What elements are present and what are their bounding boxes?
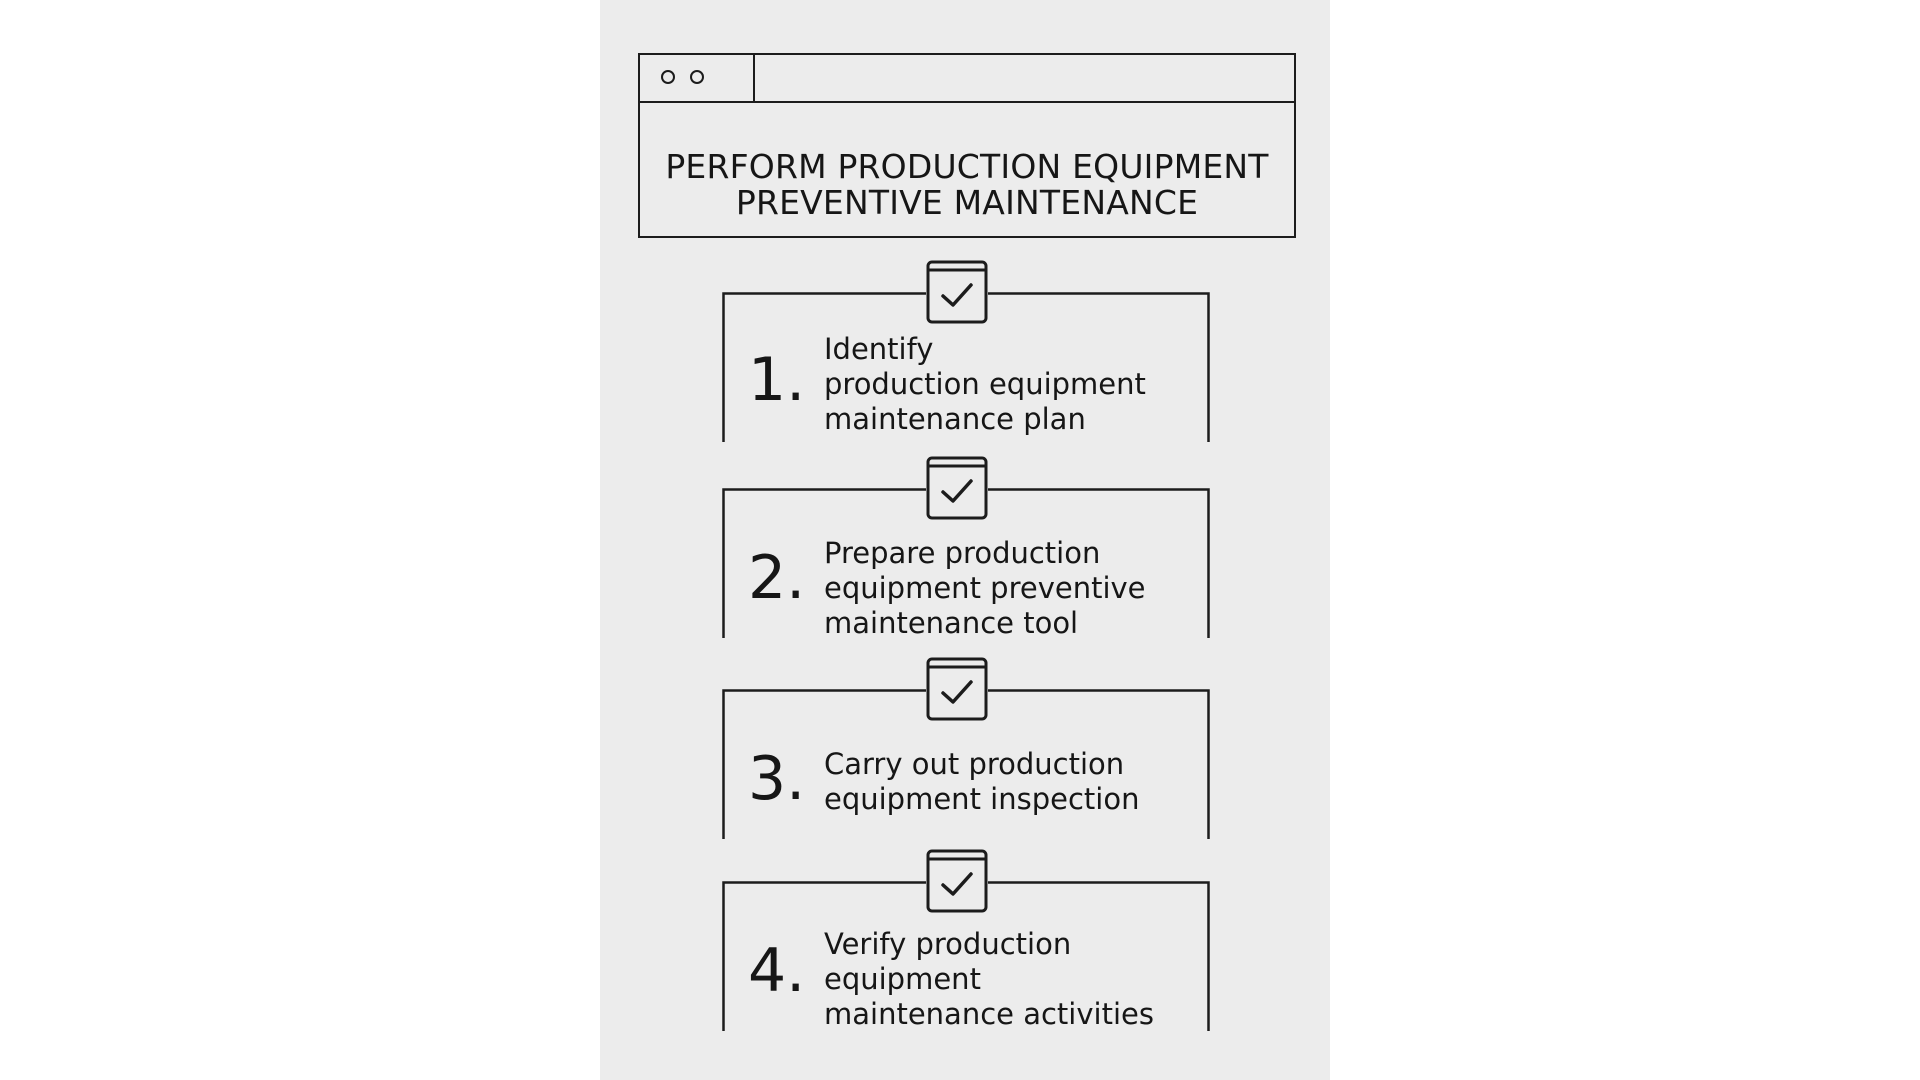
step-label xyxy=(824,536,1204,641)
step-label-line: Prepare production xyxy=(824,536,1101,570)
step-label-line: production equipment xyxy=(824,367,1146,401)
step-card-3 xyxy=(722,689,1210,839)
step-label-line: maintenance plan xyxy=(824,402,1086,436)
step-number: 4. xyxy=(748,936,806,1006)
step-number: 3. xyxy=(748,744,806,814)
step-label-line: maintenance activities xyxy=(824,997,1154,1031)
step-card-4 xyxy=(722,881,1210,1031)
step-label-line: equipment preventive xyxy=(824,571,1146,605)
step-card-2 xyxy=(722,488,1210,638)
checkbox-icon xyxy=(926,456,988,520)
page-title-line-1: PERFORM PRODUCTION EQUIPMENT xyxy=(665,147,1269,186)
checkbox-icon xyxy=(926,260,988,324)
step-label xyxy=(824,332,1204,437)
step-label xyxy=(824,747,1204,817)
step-number: 2. xyxy=(748,543,806,613)
diagram-panel xyxy=(600,0,1330,1080)
step-label-line: maintenance tool xyxy=(824,606,1079,640)
checkbox-icon xyxy=(926,657,988,721)
step-label-line: Verify production xyxy=(824,927,1072,961)
checkbox-icon xyxy=(926,849,988,913)
step-card-1 xyxy=(722,292,1210,442)
step-label xyxy=(824,927,1204,1032)
steps-list xyxy=(600,0,1330,1080)
step-label-line: equipment xyxy=(824,962,981,996)
step-label-line: Carry out production xyxy=(824,747,1125,781)
page-title-line-2: PREVENTIVE MAINTENANCE xyxy=(735,183,1199,222)
step-label-line: Identify xyxy=(824,332,934,366)
step-label-line: equipment inspection xyxy=(824,782,1140,816)
step-number: 1. xyxy=(748,345,806,415)
